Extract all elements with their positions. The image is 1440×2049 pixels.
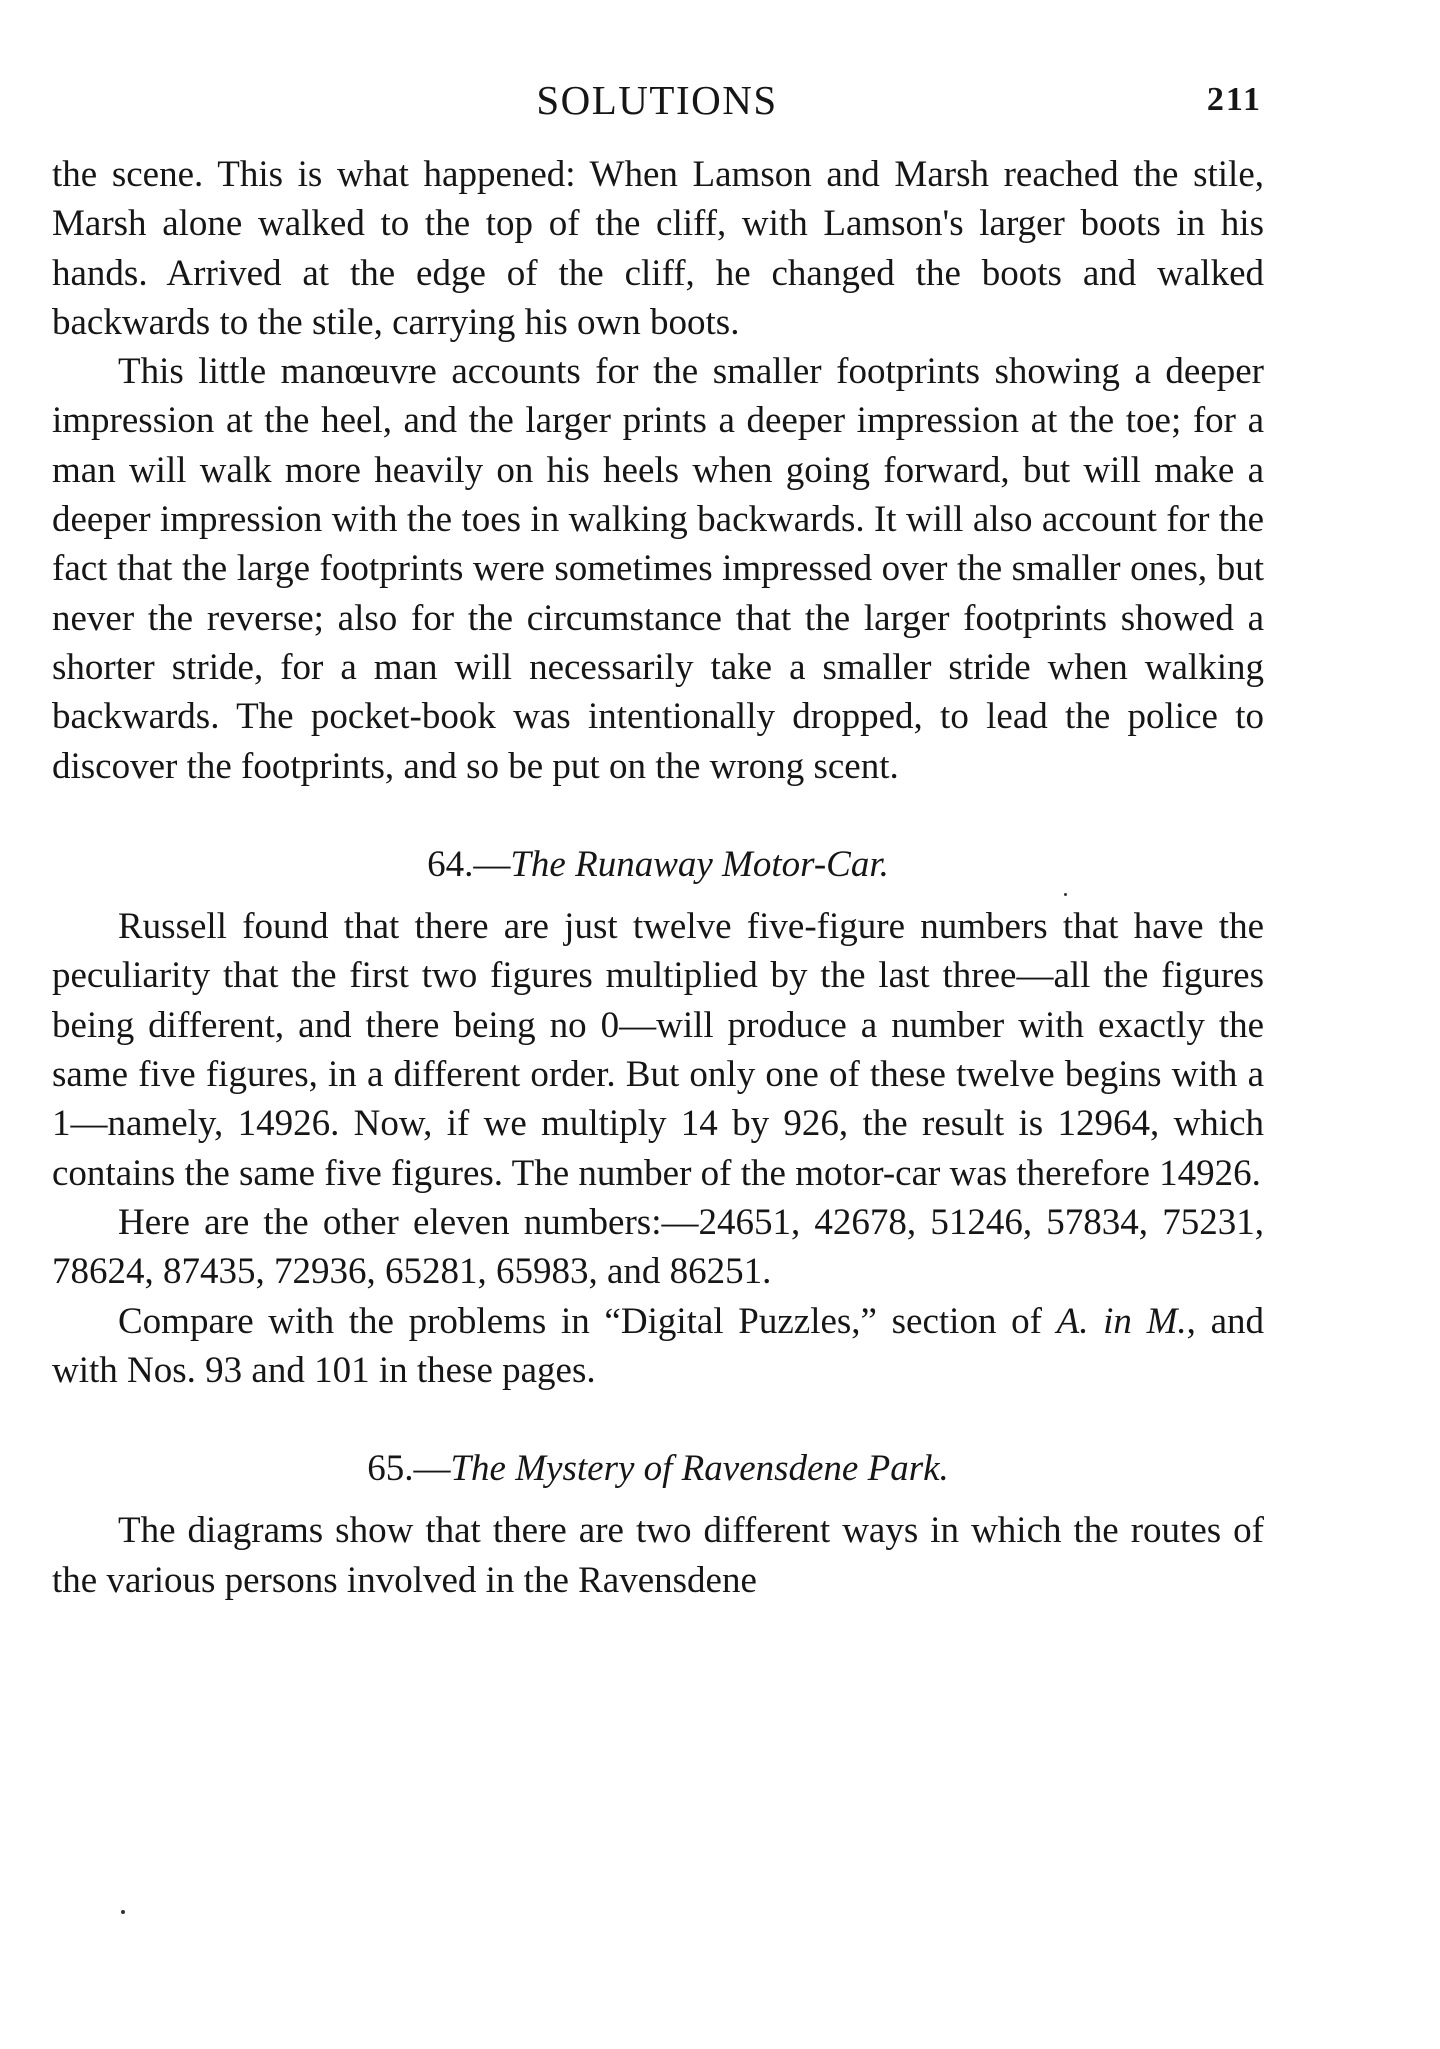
print-speck [1064, 893, 1067, 896]
section-number: 64.— [427, 843, 511, 885]
section-heading-65 [52, 1444, 1264, 1493]
spacer [52, 791, 1264, 840]
paragraph-ravensdene: The diagrams show that there are two different ways in which the routes of the various persons involved in the Ravensdene [52, 1510, 1264, 1601]
spacer [52, 889, 1264, 902]
paragraph-other-numbers: Here are the other eleven numbers:—24651, 42678, 51246, 57834, 75231, 78624, 87435, 72936, 65281, 65983, and 86251. [52, 1201, 1264, 1293]
paragraph-continuation: the scene. This is what happened: When Lamson and Marsh reached the stile, Marsh alone walked to the top of the cliff, with Lamson's larger boots in his hands. Arrived at the edge of the cliff, he changed the boots and walked backwards to the stile, carrying his own boots. [52, 154, 1264, 343]
section-number: 65.— [367, 1448, 451, 1490]
section-heading-64 [52, 840, 1264, 889]
print-speck [121, 1910, 125, 1914]
compare-tail: , and with Nos. 93 and 101 in these pages. [52, 1300, 1264, 1391]
running-head [52, 70, 1262, 130]
section-title: The Runaway Motor-Car. [510, 843, 889, 885]
compare-lead: Compare with the problems in “Digital Puzzles,” section of [118, 1300, 1042, 1342]
body-text [52, 150, 1264, 1605]
spacer [52, 1395, 1264, 1444]
paragraph-compare [52, 1297, 1264, 1396]
page-number: 211 [1206, 81, 1262, 118]
compare-abbreviation: A. in M. [1056, 1300, 1187, 1342]
running-title: SOLUTIONS [536, 77, 778, 123]
spacer [52, 1493, 1264, 1506]
paragraph-footprints: This little manœuvre accounts for the smaller footprints showing a deeper impression at the heel, and the larger prints a deeper impression at the toe; for a man will walk more heavily on his heels when going forward, but will make a deeper impression with the toes in walking backwards. It will also account for the fact that the large footprints were sometimes impressed over the smaller ones, but never the reverse; also for the circumstance that the larger footprints showed a shorter stride, for a man will necessarily take a smaller stride when walking backwards. The pocket-book was intentionally dropped, to lead the police to discover the footprints, and so be put on the wrong scent. [52, 351, 1264, 787]
section-title: The Mystery of Ravensdene Park. [450, 1448, 949, 1490]
paragraph-russell: Russell found that there are just twelve five-figure numbers that have the peculiarity that the first two figures multiplied by the last three—all the figures being different, and there being no 0—will produce a number with exactly the same five figures, in a different order. But only one of these twelve begins with a 1—namely, 14926. Now, if we multiply 14 by 926, the result is 12964, which contains the same five figures. The number of the motor-car was therefore 14926. [52, 906, 1264, 1194]
